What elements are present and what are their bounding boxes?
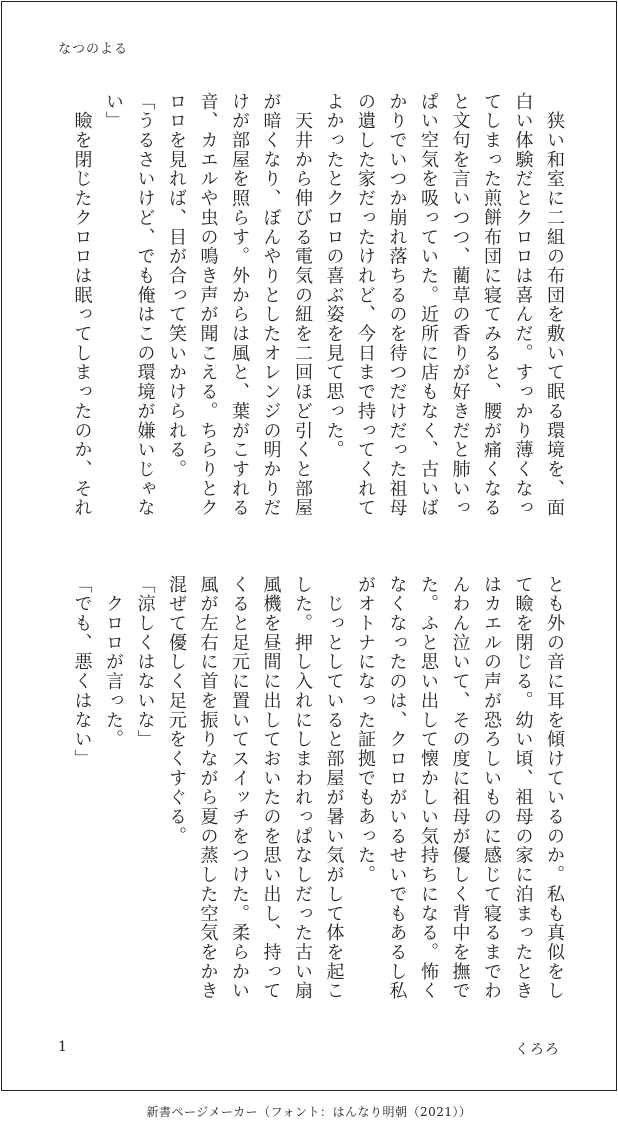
text-line: 「うるさいけど、でも俺はこの環境が嫌いじゃな [134, 92, 156, 518]
author-name: くろろ [515, 1042, 560, 1058]
text-line: 狭い和室に二組の布団を敷いて眠る環境を、面 [544, 92, 565, 518]
text-block-lower [66, 575, 570, 1015]
text-line: けが部屋を照らす。外からは風と、葉がこすれる [229, 92, 250, 518]
text-line: 瞼を閉じたクロロは眠ってしまったのか、それ [71, 92, 93, 518]
novel-page [1, 1, 617, 1091]
text-line: した。押し入れにしまわれっぱなしだった古い扇 [292, 575, 313, 1001]
page-title: なつのよる [58, 42, 129, 57]
text-line: かりでいつか崩れ落ちるのを待つだけだった祖母 [386, 92, 408, 518]
text-line: ぱい空気を吸っていた。近所に店もなく、古いば [418, 92, 439, 518]
text-line: とも外の音に耳を傾けているのか。私も真似をし [544, 575, 565, 1001]
text-line: がオトナになった証拠でもあった。 [355, 575, 376, 885]
text-line: 風機を昼間に出しておいたのを思い出し、持って [260, 575, 282, 1001]
text-line: い」 [103, 92, 124, 131]
text-line: よかったとクロロの喜ぶ姿を見て思った。 [323, 92, 345, 460]
text-line: 「でも、悪くはない」 [71, 575, 93, 769]
text-line: はカエルの声が恐ろしいものに感じて寝るまでわ [481, 575, 502, 1001]
text-line: クロロが言った。 [103, 575, 124, 750]
text-line: 「涼しくはないな」 [134, 575, 156, 750]
text-line: ロロを見れば、目が合って笑いかけられる。 [166, 92, 187, 479]
text-line: 混ぜて優しく足元をくすぐる。 [166, 575, 187, 846]
text-line: て瞼を閉じる。幼い頃、祖母の家に泊まったとき [512, 575, 534, 1001]
text-line: の遺した家だったけれど、今日まで持ってくれて [355, 92, 376, 518]
text-line: と文句を言いつつ、藺草の香りが好きだと肺いっ [449, 92, 471, 518]
text-line: 風が左右に首を振りながら夏の蒸した空気をかき [197, 575, 219, 1001]
text-line: じっとしていると部屋が暑い気がして体を起こ [323, 575, 345, 1001]
text-line: なくなったのは、クロロがいるせいでもあるし私 [386, 575, 408, 1001]
text-line: 白い体験だとクロロは喜んだ。すっかり薄くなっ [512, 92, 534, 518]
text-block-upper [66, 92, 570, 532]
generator-credit: 新書ページメーカー（フォント：はんなり明朝（2021）） [146, 1105, 472, 1119]
text-line: んわん泣いて、その度に祖母が優しく背中を撫で [449, 575, 471, 1001]
text-line: た。ふと思い出して懐かしい気持ちになる。怖く [418, 575, 439, 1001]
text-line: くると足元に置いてスイッチをつけた。柔らかい [229, 575, 250, 1001]
page-number: 1 [58, 1039, 67, 1055]
text-line: 音、カエルや虫の鳴き声が聞こえる。ちらりとク [197, 92, 219, 518]
text-line: 天井から伸びる電気の紐を二回ほど引くと部屋 [292, 92, 313, 518]
text-line: てしまった煎餅布団に寝てみると、腰が痛くなる [481, 92, 502, 518]
text-line: が暗くなり、ぼんやりとしたオレンジの明かりだ [260, 92, 282, 518]
